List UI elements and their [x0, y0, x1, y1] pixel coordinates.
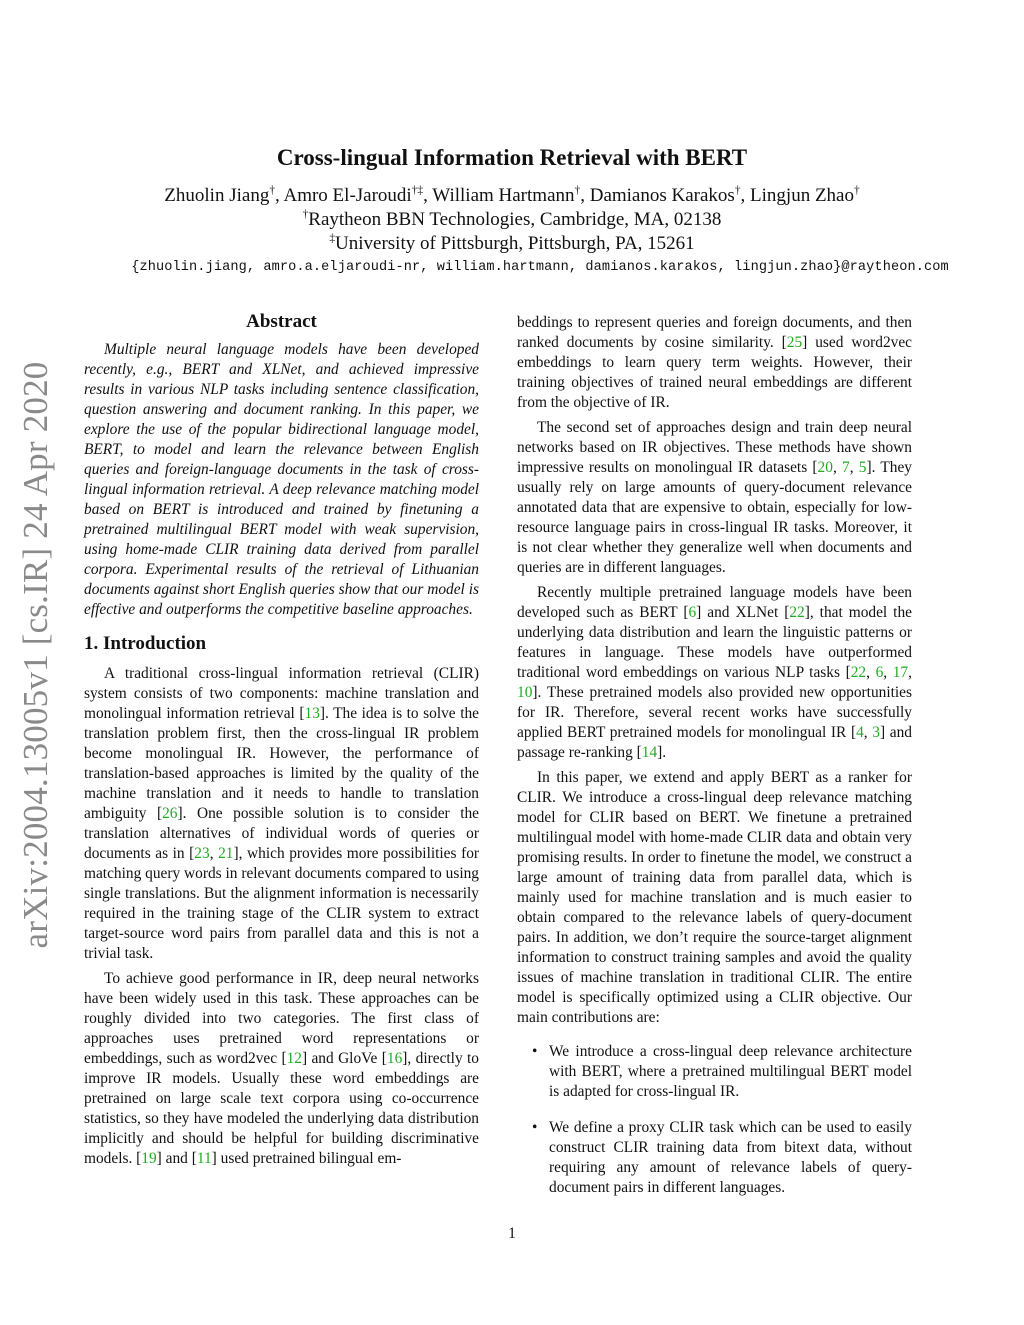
- author-name: Damianos Karakos: [589, 185, 735, 206]
- citation-link[interactable]: 19: [141, 1150, 157, 1167]
- affiliation-mark: †: [734, 184, 741, 197]
- author-name: Amro El-Jaroudi: [283, 185, 412, 206]
- citation-link[interactable]: 17: [892, 664, 909, 681]
- intro-paragraph-4: The second set of approaches design and train deep neural networks based on IR objectives. These methods have shown impressive results on monolingual IR datasets [20, 7, 5]. They usually rely on large amounts of query-document relevance annotated data that are expensive to obtain, especially for low-resource language pairs in cross-lingual IR tasks. Moreover, it is not clear whether they generalize well when documents and queries are in different languages.: [517, 419, 912, 576]
- contributions-list: [517, 1042, 912, 1198]
- affiliation-text: University of Pittsburgh, Pittsburgh, PA, 15261: [335, 233, 695, 254]
- intro-paragraph-6: In this paper, we extend and apply BERT as a ranker for CLIR. We introduce a cross-lingual deep relevance matching model for CLIR based on BERT. We finetune a pretrained multilingual model with home-made CLIR data and obtain very promising results. In order to finetune the model, we construct a large amount of training data from parallel data, which is mainly used for machine translation and is much easier to obtain compared to the relevance labels of query-document pairs. In addition, we don’t require the source-target alignment information to construct training samples and avoid the quality issues of machine translation in traditional CLIR. The entire model is specifically optimized using a CLIR objective. Our main contributions are:: [517, 769, 912, 1026]
- section-heading-introduction: 1. Introduction: [84, 633, 207, 654]
- abstract-text: Multiple neural language models have been developed recently, e.g., BERT and XLNet, and achieved impressive results in various NLP tasks including sentence classification, question answering and document ranking. In this paper, we explore the use of the popular bidirectional language model, BERT, to model and learn the relevance between English queries and foreign-language documents in the task of cross-lingual information retrieval. A deep relevance matching model based on BERT is introduced and trained by finetuning a pretrained multilingual BERT model with weak supervision, using home-made CLIR training data derived from parallel corpora. Experimental results of the retrieval of Lithuanian documents against short English queries show that our model is effective and outperforms the competitive baseline approaches.: [84, 341, 479, 618]
- bullet-icon: •: [532, 1043, 538, 1060]
- citation-link[interactable]: 10: [517, 684, 533, 701]
- citation-link[interactable]: 4: [856, 724, 864, 741]
- citation-link[interactable]: 20: [817, 459, 833, 476]
- citation-link[interactable]: 5: [858, 459, 867, 476]
- abstract-heading: Abstract: [246, 311, 317, 332]
- left-column: [84, 312, 479, 1174]
- affiliation-1: [0, 209, 1024, 231]
- citation-link[interactable]: 22: [789, 604, 805, 621]
- citation-link[interactable]: 7: [842, 459, 850, 476]
- affiliation-mark: †: [853, 184, 860, 197]
- author-list: Zhuolin Jiang†, Amro El-Jaroudi†‡, William Hartmann†, Damianos Karakos†, Lingjun Zhao†: [164, 184, 860, 206]
- intro-paragraph-1: A traditional cross-lingual information retrieval (CLIR) system consists of two components: machine translation and monolingual information retrieval [13]. The idea is to solve the translation problem first, then the cross-lingual IR problem become monolingual IR. However, the performance of translation-based approaches is limited by the quality of the machine translation and it needs to handle to translation ambiguity [26]. One possible solution is to consider the translation alternatives of individual words of queries or documents as in [23, 21], which provides more possibilities for matching query words in relevant documents compared to using single translations. But the alignment information is necessarily required in the training stage of the CLIR system to extract target-source word pairs from parallel data and this is not a trivial task.: [84, 665, 480, 962]
- citation-link[interactable]: 21: [218, 845, 234, 862]
- intro-paragraph-5: Recently multiple pretrained language models have been developed such as BERT [6] and XLNet [22], that model the underlying data distribution and learn the linguistic patterns or features in language. These models have outperformed traditional word embeddings on various NLP tasks [22, 6, 17, 10]. These pretrained models also provided new opportunities for IR. Therefore, several recent works have successfully applied BERT pretrained models for monolingual IR [4, 3] and passage re-ranking [14].: [517, 584, 912, 761]
- paper-title: Cross-lingual Information Retrieval with BERT: [276, 145, 748, 170]
- bullet-icon: •: [532, 1119, 538, 1136]
- author-name: William Hartmann: [432, 185, 575, 206]
- citation-link[interactable]: 6: [875, 664, 884, 681]
- author-name: Lingjun Zhao: [750, 185, 854, 206]
- citation-link[interactable]: 22: [850, 664, 867, 681]
- arxiv-sidebar: [10, 361, 62, 949]
- list-item-text: We introduce a cross-lingual deep relevance architecture with BERT, where a pretrained multilingual BERT model is adapted for cross-lingual IR.: [549, 1043, 912, 1100]
- intro-paragraph-2: To achieve good performance in IR, deep neural networks have been widely used in this task. These approaches can be roughly divided into two categories. The first class of approaches uses pretrained word representations or embeddings, such as word2vec [12] and GloVe [16], directly to improve IR models. Usually these word embeddings are pretrained on large scale text corpora using co-occurrence statistics, so they have modeled the underlying data distribution implicitly and should be helpful for building discriminative models. [19] and [11] used pretrained bilingual em-: [84, 970, 479, 1167]
- citation-link[interactable]: 23: [194, 845, 210, 862]
- citation-link[interactable]: 26: [162, 805, 178, 822]
- intro-paragraph-3: beddings to represent queries and foreign documents, and then ranked documents by cosine similarity. [25] used word2vec embeddings to learn query term weights. However, their training objectives of trained neural embeddings are different from the objective of IR.: [517, 314, 913, 411]
- affiliation-mark: †‡: [411, 184, 424, 197]
- affiliation-2: [0, 233, 1024, 255]
- author-emails: {zhuolin.jiang, amro.a.eljaroudi-nr, william.hartmann, damianos.karakos, lingjun.zhao}@raytheon.com: [131, 260, 949, 275]
- author-name: Zhuolin Jiang: [164, 185, 270, 206]
- citation-link[interactable]: 13: [304, 705, 320, 722]
- citation-link[interactable]: 6: [688, 604, 697, 621]
- arxiv-identifier: arXiv:2004.13005v1 [cs.IR] 24 Apr 2020: [16, 361, 55, 949]
- right-column: [517, 313, 912, 1214]
- list-item: [517, 1042, 912, 1102]
- page-number: 1: [508, 1225, 516, 1242]
- affiliation-mark: ‡: [329, 232, 336, 245]
- list-item-text: We define a proxy CLIR task which can be used to easily construct CLIR training data from bitext data, without requiring any amount of relevance labels of query-document pairs in different languages.: [549, 1119, 912, 1196]
- affiliation-text: Raytheon BBN Technologies, Cambridge, MA, 02138: [308, 209, 722, 230]
- affiliation-mark: †: [269, 184, 276, 197]
- citation-link[interactable]: 3: [872, 724, 880, 741]
- citation-link[interactable]: 11: [196, 1150, 212, 1167]
- citation-link[interactable]: 25: [786, 334, 803, 351]
- affiliation-mark: †: [574, 184, 581, 197]
- citation-link[interactable]: 12: [286, 1050, 302, 1067]
- affiliation-mark: †: [302, 208, 309, 221]
- citation-link[interactable]: 16: [386, 1050, 403, 1067]
- citation-link[interactable]: 14: [641, 744, 658, 761]
- list-item: [517, 1118, 912, 1198]
